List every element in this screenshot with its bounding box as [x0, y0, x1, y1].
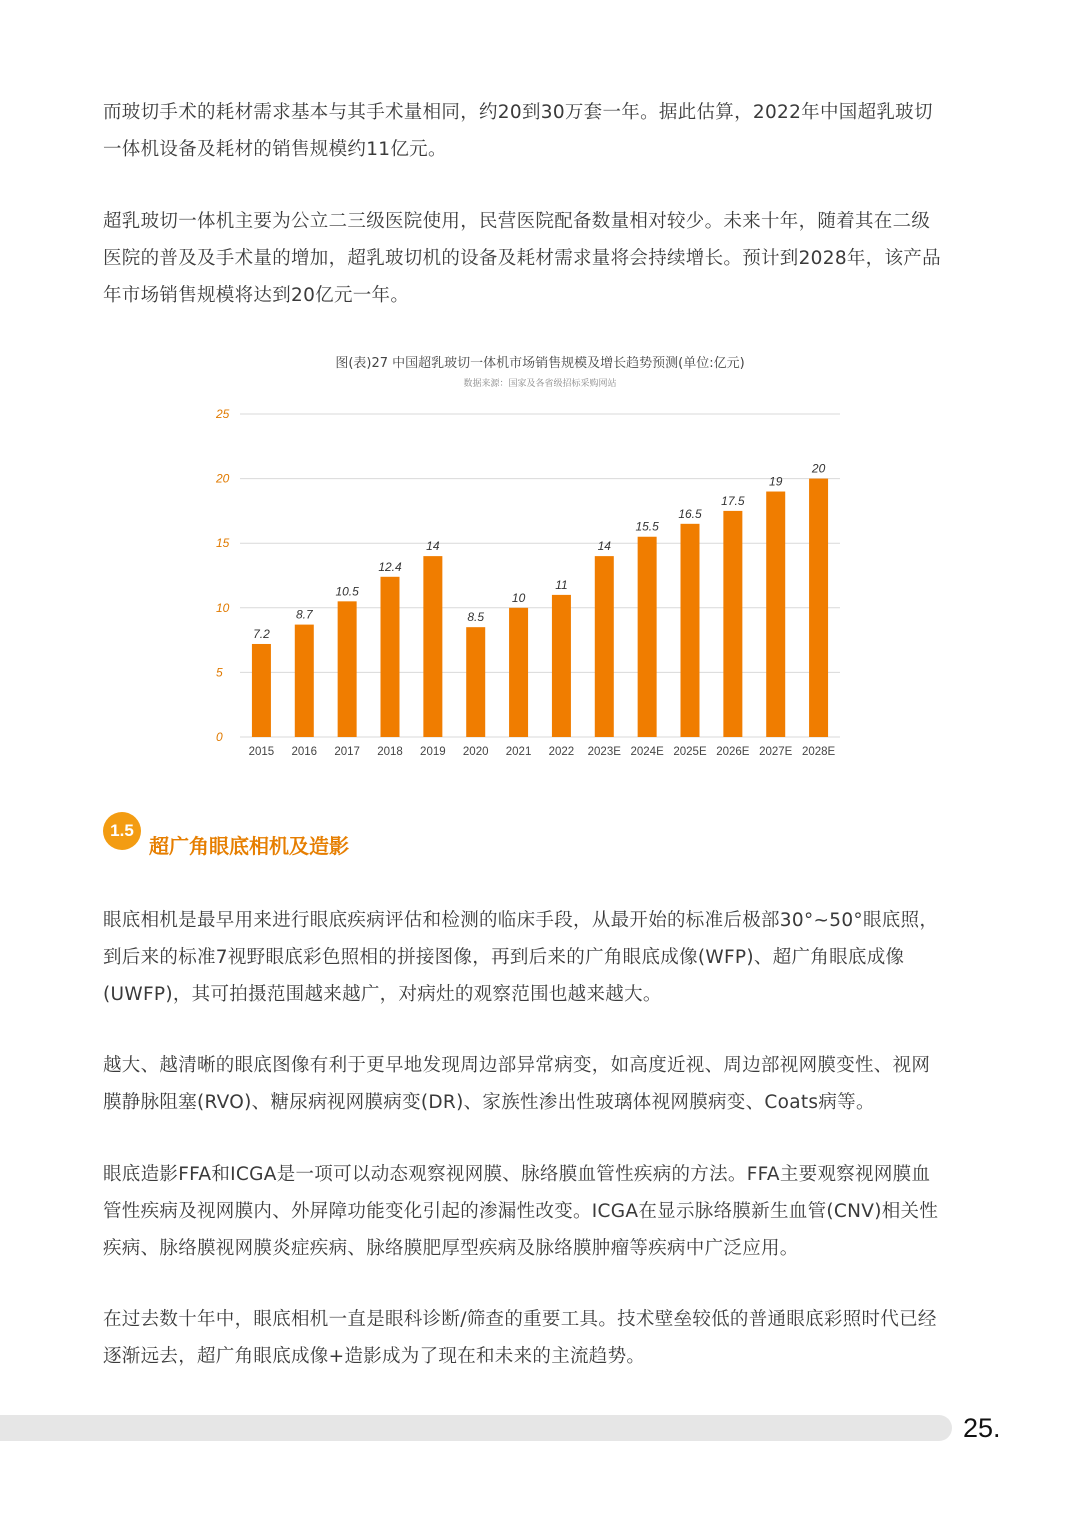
- bar: [723, 511, 742, 737]
- x-tick-label: 2028E: [801, 746, 836, 758]
- text-line: 疾病、脉络膜视网膜炎症疾病、脉络膜肥厚型疾病及脉络膜肿瘤等疾病中广泛应用。: [103, 1238, 799, 1259]
- paragraph-fundus-camera-intro: [103, 902, 963, 1013]
- data-label: 8.7: [295, 607, 313, 622]
- data-label: 10.5: [335, 584, 359, 599]
- bar: [681, 524, 700, 737]
- y-tick-label: 25: [216, 407, 230, 421]
- text-line: 而玻切手术的耗材需求基本与其手术量相同，约20到30万套一年。据此估算，2022年中国超乳玻切: [103, 102, 933, 123]
- text-line: 管性疾病及视网膜内、外屏障功能变化引起的渗漏性改变。ICGA在显示脉络膜新生血管(CNV)相关性: [103, 1201, 939, 1222]
- x-tick-label: 2024E: [630, 746, 664, 758]
- y-tick-label: 5: [216, 665, 223, 680]
- text-line: 越大、越清晰的眼底图像有利于更早地发现周边部异常病变，如高度近视、周边部视网膜变性、视网: [103, 1055, 931, 1076]
- data-label: 7.2: [253, 626, 270, 641]
- footer-bar: [0, 1415, 952, 1441]
- x-tick-label: 2020: [462, 746, 489, 758]
- paragraph-market-forecast: [103, 203, 963, 314]
- y-tick-label: 10: [216, 600, 230, 615]
- data-label: 12.4: [378, 559, 402, 574]
- x-tick-label: 2016: [291, 746, 318, 758]
- data-label: 8.5: [467, 610, 485, 625]
- chart-title: 图(表)27 中国超乳玻切一体机市场销售规模及增长趋势预测(单位:亿元): [335, 356, 745, 371]
- text-line: 超乳玻切一体机主要为公立二三级医院使用，民营医院配备数量相对较少。未来十年，随着其在二级: [103, 211, 931, 232]
- x-tick-label: 2019: [420, 746, 446, 758]
- text-line: 逐渐远去，超广角眼底成像+造影成为了现在和未来的主流趋势。: [103, 1346, 646, 1367]
- bar: [423, 556, 442, 737]
- paragraph-fundus-image-benefits: [103, 1047, 963, 1121]
- paragraph-market-estimate: [103, 94, 963, 168]
- paragraph-angiography: [103, 1156, 963, 1267]
- x-tick-label: 2017: [334, 746, 360, 758]
- data-label: 17.5: [721, 493, 745, 508]
- data-label: 10: [511, 590, 526, 605]
- bar: [252, 644, 271, 737]
- bar: [809, 479, 828, 737]
- data-label: 14: [426, 539, 440, 554]
- text-line: 一体机设备及耗材的销售规模约11亿元。: [103, 139, 447, 160]
- data-label: 14: [597, 539, 611, 554]
- x-tick-label: 2022: [548, 746, 575, 758]
- text-line: 膜静脉阻塞(RVO)、糖尿病视网膜病变(DR)、家族性渗出性玻璃体视网膜病变、Coats病等。: [103, 1092, 875, 1113]
- bar: [766, 492, 785, 737]
- x-tick-label: 2021: [505, 746, 532, 758]
- data-label: 15.5: [635, 519, 659, 534]
- data-label: 16.5: [678, 506, 702, 521]
- x-tick-label: 2018: [377, 746, 403, 758]
- text-line: 眼底相机是最早用来进行眼底疾病评估和检测的临床手段，从最开始的标准后极部30°~50°眼底照，: [103, 910, 939, 931]
- paragraph-trend: [103, 1301, 963, 1375]
- bar-chart: [200, 400, 850, 770]
- bar: [552, 595, 571, 737]
- bar: [295, 625, 314, 737]
- data-label: 20: [811, 461, 826, 476]
- text-line: 年市场销售规模将达到20亿元一年。: [103, 285, 410, 306]
- y-tick-label: 0: [216, 730, 223, 744]
- y-tick-label: 15: [216, 536, 230, 551]
- text-line: 医院的普及及手术量的增加，超乳玻切机的设备及耗材需求量将会持续增长。预计到2028年，该产品: [103, 248, 941, 269]
- x-tick-label: 2026E: [716, 746, 750, 758]
- bar: [509, 608, 528, 737]
- data-label: 11: [555, 577, 568, 592]
- bar: [466, 627, 485, 737]
- text-line: 眼底造影FFA和ICGA是一项可以动态观察视网膜、脉络膜血管性疾病的方法。FFA主要观察视网膜血: [103, 1164, 931, 1185]
- x-tick-label: 2027E: [759, 746, 793, 758]
- data-label: 19: [769, 474, 783, 489]
- x-tick-label: 2025E: [673, 746, 707, 758]
- section-number-badge: 1.5: [103, 812, 141, 850]
- bar: [638, 537, 657, 737]
- bar: [381, 577, 400, 737]
- page-number: 25.: [963, 1413, 1001, 1443]
- section-title: 超广角眼底相机及造影: [149, 834, 349, 858]
- bar: [338, 601, 357, 737]
- bar: [595, 556, 614, 737]
- x-tick-label: 2023E: [587, 746, 621, 758]
- text-line: 在过去数十年中，眼底相机一直是眼科诊断/筛查的重要工具。技术壁垒较低的普通眼底彩照时代已经: [103, 1309, 937, 1330]
- text-line: 到后来的标准7视野眼底彩色照相的拼接图像，再到后来的广角眼底成像(WFP)、超广角眼底成像: [103, 947, 905, 968]
- chart-source: 数据来源：国家及各省级招标采购网站: [463, 379, 617, 389]
- x-tick-label: 2015: [248, 746, 275, 758]
- text-line: (UWFP)，其可拍摄范围越来越广，对病灶的观察范围也越来越大。: [103, 984, 662, 1005]
- y-tick-label: 20: [216, 471, 230, 486]
